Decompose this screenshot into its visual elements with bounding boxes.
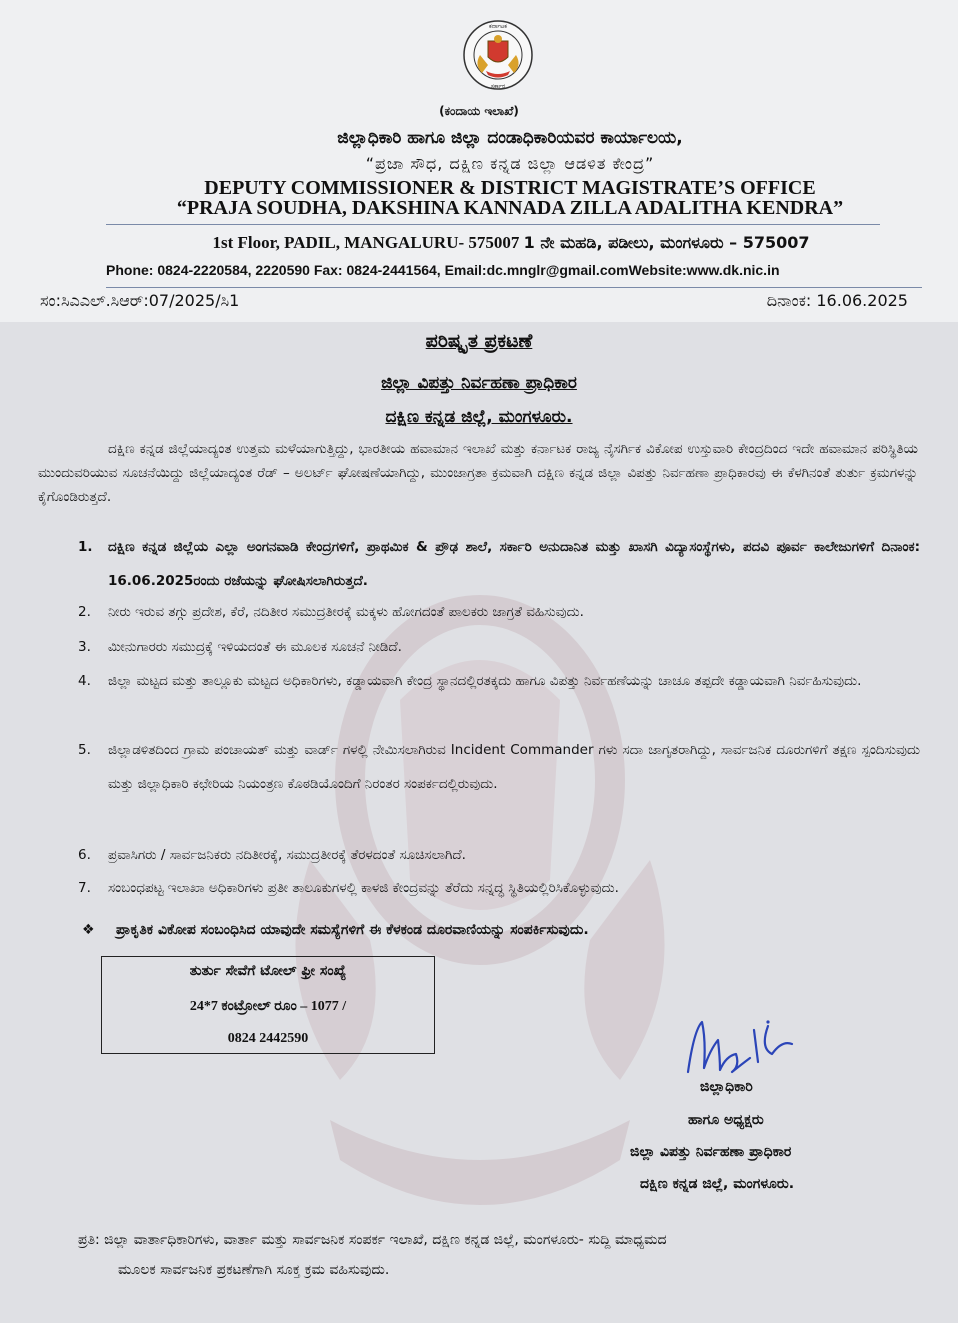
toll-free-label: ತುರ್ತು ಸೇವೆಗೆ ಟೋಲ್ ಫ್ರೀ ಸಂಖ್ಯೆ [189, 963, 347, 979]
list-item-text: ಮೀನುಗಾರರು ಸಮುದ್ರಕ್ಕೆ ಇಳಿಯದಂತೆ ಈ ಮೂಲಕ ಸೂಚನೆ ನೀಡಿದೆ. [108, 639, 402, 655]
office-name-kannada: ಜಿಲ್ಲಾಧಿಕಾರಿ ಹಾಗೂ ಜಿಲ್ಲಾ ದಂಡಾಧಿಕಾರಿಯವರ ಕಾರ್ಯಾಲಯ, [337, 128, 683, 148]
phone-number: 0824 2442590 [227, 1031, 309, 1046]
list-item [78, 664, 920, 698]
list-item-text: ದಕ್ಷಿಣ ಕನ್ನಡ ಜಿಲ್ಲೆಯ ಎಲ್ಲಾ ಅಂಗನವಾಡಿ ಕೇಂದ್ರಗಳಿಗೆ, ಪ್ರಾಥಮಿಕ & ಪ್ರೌಢ ಶಾಲೆ, ಸರ್ಕಾರಿ ಅನುದಾನಿತ ಮತ್ತು ಖಾಸಗಿ ವಿದ್ಯಾಸಂಸ್ಥೆಗಳು, ಪದವಿ ಪೂರ್ವ ಕಾಲೇಜುಗಳಿಗೆ ದಿನಾಂಕ: 16.06.2025ರಂದು ರಜೆಯನ್ನು ಘೋಷಿಸಲಾಗಿರುತ್ತದೆ. [108, 539, 920, 589]
list-item [78, 838, 920, 872]
helpline-note-text: ಪ್ರಾಕೃತಿಕ ವಿಕೋಪ ಸಂಬಂಧಿಸಿದ ಯಾವುದೇ ಸಮಸ್ಯೆಗಳಿಗೆ ಈ ಕೆಳಕಂಡ ದೂರವಾಣಿಯನ್ನು ಸಂಪರ್ಕಿಸುವುದು. [116, 922, 589, 938]
signatory-role: ಹಾಗೂ ಅಧ್ಯಕ್ಷರು [688, 1112, 764, 1128]
department-subtitle: (ಕಂದಾಯ ಇಲಾಖೆ) [439, 104, 519, 118]
list-item [78, 733, 920, 801]
list-item [78, 595, 920, 629]
intro-paragraph: ದಕ್ಷಿಣ ಕನ್ನಡ ಜಿಲ್ಲೆಯಾದ್ಯಂತ ಉತ್ತಮ ಮಳೆಯಾಗುತ್ತಿದ್ದು, ಭಾರತೀಯ ಹವಾಮಾನ ಇಲಾಖೆ ಮತ್ತು ಕರ್ನಾಟಕ ರಾಜ್ಯ ನೈಸರ್ಗಿಕ ವಿಕೋಪ ಉಸ್ತುವಾರಿ ಕೇಂದ್ರದಿಂದ ಇದೇ ಹವಾಮಾನ ಪರಿಸ್ಥಿತಿಯ ಮುಂದುವರಿಯುವ ಸೂಚನೆಯಿದ್ದು ಜಿಲ್ಲೆಯಾದ್ಯಂತ ರೆಡ್ – ಅಲರ್ಟ್ ಘೋಷಣೆಯಾಗಿದ್ದು, ಮುಂಜಾಗ್ರತಾ ಕ್ರಮವಾಗಿ ದಕ್ಷಿಣ ಕನ್ನಡ ಜಿಲ್ಲಾ ವಿಪತ್ತು ನಿರ್ವಹಣಾ ಪ್ರಾಧಿಕಾರವು ಈ ಕೆಳಗಿನಂತೆ ತುರ್ತು ಕ್ರಮಗಳನ್ನು ಕೈಗೊಂಡಿರುತ್ತದೆ. [38, 441, 918, 505]
reference-number: ಸಂ:ಸಿಎಎಲ್.ಸಿಆರ್:07/2025/ಸಿ1 [40, 291, 240, 310]
signatory-designation: ಜಿಲ್ಲಾಧಿಕಾರಿ [700, 1079, 753, 1095]
office-address-kannada: “ಪ್ರಜಾ ಸೌಧ, ದಕ್ಷಿಣ ಕನ್ನಡ ಜಿಲ್ಲಾ ಆಡಳಿತ ಕೇಂದ್ರ” [365, 154, 655, 173]
floor-address-kannada: 1 ನೇ ಮಹಡಿ, ಪಡೀಲು, ಮಂಗಳೂರು – 575007 [523, 233, 810, 252]
signatory-district: ದಕ್ಷಿಣ ಕನ್ನಡ ಜಿಲ್ಲೆ, ಮಂಗಳೂರು. [640, 1176, 795, 1192]
signatory-authority: ಜಿಲ್ಲಾ ವಿಪತ್ತು ನಿರ್ವಹಣಾ ಪ್ರಾಧಿಕಾರ [630, 1144, 792, 1160]
signature-icon [680, 1010, 800, 1090]
contact-divider [106, 287, 922, 288]
copy-to-line-1: ಪ್ರತಿ: ಜಿಲ್ಲಾ ವಾರ್ತಾಧಿಕಾರಿಗಳು, ವಾರ್ತಾ ಮತ್ತು ಸಾರ್ವಜನಿಕ ಸಂಪರ್ಕ ಇಲಾಖೆ, ದಕ್ಷಿಣ ಕನ್ನಡ ಜಿಲ್ಲೆ, ಮಂಗಳೂರು- ಸುದ್ದಿ ಮಾಧ್ಯಮದ [78, 1232, 667, 1248]
list-item [78, 871, 920, 905]
district-title: ದಕ್ಷಿಣ ಕನ್ನಡ ಜಿಲ್ಲೆ, ಮಂಗಳೂರು. [385, 407, 573, 427]
notice-title: ಪರಿಷ್ಕೃತ ಪ್ರಕಟಣೆ [425, 330, 533, 352]
toll-free-box [101, 956, 435, 1054]
floor-address-english: 1st Floor, PADIL, MANGALURU- 575007 [212, 233, 520, 252]
contact-line: Phone: 0824-2220584, 2220590 Fax: 0824-2441564, Email:dc.mnglr@gmail.comWebsite:www.dk.nic.in [106, 262, 780, 278]
list-item-number: 4. [78, 673, 91, 689]
list-item-number: 2. [78, 604, 91, 620]
control-room-number: 24*7 ಕಂಟ್ರೋಲ್ ರೂಂ – 1077 / [189, 999, 347, 1014]
helpline-note [82, 922, 932, 938]
copy-to [78, 1225, 918, 1285]
notice-date: ದಿನಾಂಕ: 16.06.2025 [766, 291, 908, 310]
list-item-text: ನೀರು ಇರುವ ತಗ್ಗು ಪ್ರದೇಶ, ಕೆರೆ, ನದಿತೀರ ಸಮುದ್ರತೀರಕ್ಕೆ ಮಕ್ಕಳು ಹೋಗದಂತೆ ಪಾಲಕರು ಜಾಗ್ರತೆ ವಹಿಸುವುದು. [108, 604, 584, 620]
emblem-bottom-text: ಸರ್ಕಾರ [490, 83, 506, 90]
list-item-text: ಪ್ರವಾಸಿಗರು / ಸಾರ್ವಜನಿಕರು ನದಿತೀರಕ್ಕೆ, ಸಮುದ್ರತೀರಕ್ಕೆ ತೆರಳದಂತೆ ಸೂಚಿಸಲಾಗಿದೆ. [108, 847, 466, 863]
office-name-english: DEPUTY COMMISSIONER & DISTRICT MAGISTRATE’S OFFICE [204, 177, 816, 199]
list-item-number: 3. [78, 639, 91, 655]
karnataka-emblem-icon [462, 17, 534, 95]
floor-address [0, 233, 958, 253]
list-item [78, 630, 920, 664]
emblem-top-text: ಕರ್ನಾಟಕ [489, 23, 507, 30]
list-item [78, 530, 920, 598]
copy-to-line-2: ಮೂಲಕ ಸಾರ್ವಜನಿಕ ಪ್ರಕಟಣೆಗಾಗಿ ಸೂಕ್ತ ಕ್ರಮ ವಹಿಸುವುದು. [118, 1262, 390, 1278]
list-item-text: ಸಂಬಂಧಪಟ್ಟ ಇಲಾಖಾ ಅಧಿಕಾರಿಗಳು ಪ್ರತೀ ತಾಲೂಕುಗಳಲ್ಲಿ ಕಾಳಜಿ ಕೇಂದ್ರವನ್ನು ತೆರೆದು ಸನ್ನದ್ಧ ಸ್ಥಿತಿಯಲ್ಲಿರಿಸಿಕೊಳ್ಳುವುದು. [108, 880, 619, 896]
list-item-number: 7. [78, 880, 91, 896]
header-divider [106, 224, 880, 225]
list-item-text: ಜಿಲ್ಲಾಡಳಿತದಿಂದ ಗ್ರಾಮ ಪಂಚಾಯತ್ ಮತ್ತು ವಾರ್ಡ್ ಗಳಲ್ಲಿ ನೇಮಿಸಲಾಗಿರುವ Incident Commander ಗಳು ಸದಾ ಜಾಗೃತರಾಗಿದ್ದು, ಸಾರ್ವಜನಿಕ ದೂರುಗಳಿಗೆ ತಕ್ಷಣ ಸ್ಪಂದಿಸುವುದು ಮತ್ತು ಜಿಲ್ಲಾಧಿಕಾರಿ ಕಛೇರಿಯ ನಿಯಂತ್ರಣ ಕೊಠಡಿಯೊಂದಿಗೆ ನಿರಂತರ ಸಂಪರ್ಕದಲ್ಲಿರುವುದು. [108, 742, 920, 792]
list-item-number: 1. [78, 539, 93, 555]
office-address-english: “PRAJA SOUDHA, DAKSHINA KANNADA ZILLA ADALITHA KENDRA” [176, 197, 844, 219]
list-item-number: 6. [78, 847, 91, 863]
diamond-bullet-icon: ❖ [82, 922, 95, 938]
authority-title: ಜಿಲ್ಲಾ ವಿಪತ್ತು ನಿರ್ವಹಣಾ ಪ್ರಾಧಿಕಾರ [381, 373, 577, 393]
list-item-number: 5. [78, 742, 91, 758]
list-item-text: ಜಿಲ್ಲಾ ಮಟ್ಟದ ಮತ್ತು ತಾಲ್ಲೂಕು ಮಟ್ಟದ ಅಧಿಕಾರಿಗಳು, ಕಡ್ಡಾಯವಾಗಿ ಕೇಂದ್ರ ಸ್ಥಾನದಲ್ಲಿರತಕ್ಕದು ಹಾಗೂ ವಿಪತ್ತು ನಿರ್ವಹಣೆಯನ್ನು ಚಾಚೂ ತಪ್ಪದೇ ಕಡ್ಡಾಯವಾಗಿ ನಿರ್ವಹಿಸುವುದು. [108, 673, 862, 689]
